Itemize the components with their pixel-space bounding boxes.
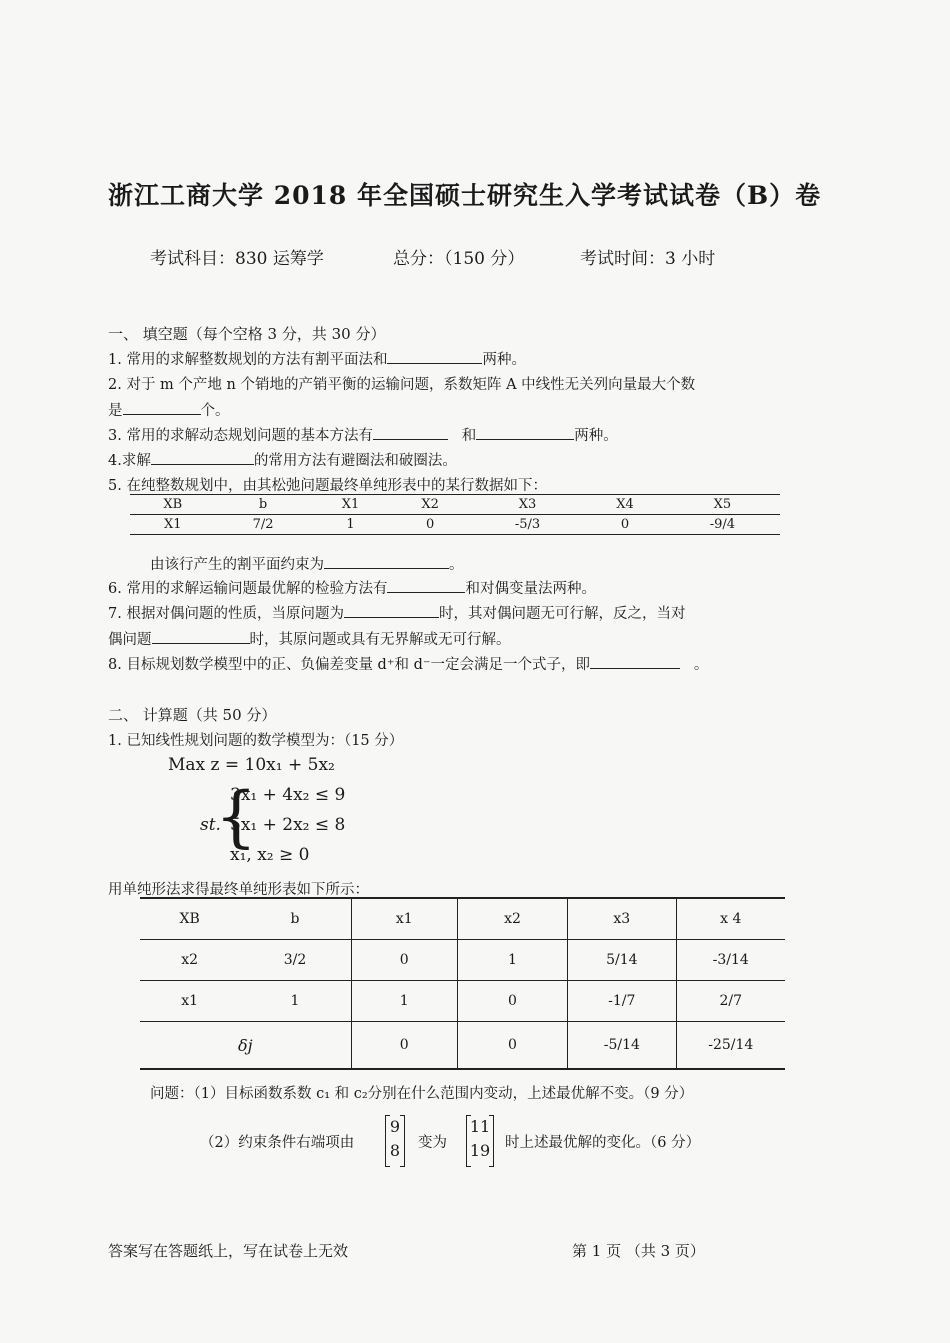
q5-header-cell: X5	[665, 495, 780, 515]
footer-note: 答案写在答题纸上，写在试卷上无效	[108, 1242, 349, 1260]
section2-heading: 二、 计算题（共 50 分）	[108, 706, 277, 724]
simplex-cell: 2/7	[676, 981, 785, 1022]
simplex-cell: -3/14	[676, 940, 785, 981]
question-1-2: 2. 对于 m 个产地 n 个销地的产销平衡的运输问题，系数矩阵 A 中线性无关列向量最大个数	[108, 377, 696, 393]
matrix-entry: 11	[469, 1117, 491, 1136]
simplex-cell: 0	[457, 1022, 567, 1070]
simplex-cell: -25/14	[676, 1022, 785, 1070]
q-text: 1. 常用的求解整数规划的方法有割平面法和	[108, 352, 388, 368]
q-text: 4.求解	[108, 453, 151, 469]
q-text: 由该行产生的割平面约束为	[150, 557, 324, 573]
question-2-1: 1. 已知线性规划问题的数学模型为：（15 分）	[108, 733, 404, 749]
q5-header-cell: XB	[130, 495, 216, 515]
q-text: 。	[693, 657, 709, 673]
q-text: 的常用方法有避圈法和破圈法。	[253, 453, 457, 469]
simplex-row	[140, 981, 785, 1022]
q5-cell: 0	[390, 515, 470, 535]
q5-cell: 7/2	[216, 515, 311, 535]
q-text: 时，其原问题或具有无界解或无可行解。	[249, 632, 511, 648]
q5-cell: -5/3	[470, 515, 585, 535]
simplex-cell: x1	[140, 981, 239, 1022]
q5-header-cell: X2	[390, 495, 470, 515]
question-2-1-part1: 问题：（1）目标函数系数 c₁ 和 c₂分别在什么范围内变动，上述最优解不变。（9 分）	[150, 1086, 694, 1102]
simplex-header-row	[140, 898, 785, 940]
simplex-cell: -5/14	[568, 1022, 676, 1070]
simplex-row	[140, 940, 785, 981]
matrix-entry: 8	[389, 1141, 401, 1160]
constraint-3: x₁, x₂ ≥ 0	[230, 845, 310, 865]
q-text: 两种。	[482, 352, 526, 368]
simplex-cell: 0	[351, 940, 457, 981]
q-text: 是	[108, 403, 123, 419]
delta-label: δj	[140, 1022, 351, 1070]
matrix-entry: 9	[389, 1117, 401, 1136]
st-label: st.	[200, 815, 221, 835]
q-text: 和	[461, 428, 477, 444]
constraint-2: 5x₁ + 2x₂ ≤ 8	[230, 815, 346, 835]
question-1-7-cont	[108, 628, 511, 649]
question-1-1	[108, 348, 526, 369]
question-1-4	[108, 449, 457, 470]
q-text: 6. 常用的求解运输问题最优解的检验方法有	[108, 581, 388, 597]
answer-blank	[324, 554, 449, 569]
answer-blank	[123, 400, 201, 415]
question-2-1-part2-b: 变为	[418, 1135, 447, 1151]
simplex-header-cell: XB	[140, 898, 239, 940]
simplex-delta-row	[140, 1022, 785, 1070]
q-text: 两种。	[574, 428, 618, 444]
constraint-brace: {	[215, 778, 257, 855]
q-text: 个。	[200, 403, 230, 419]
q5-header-cell: X4	[585, 495, 665, 515]
answer-blank	[344, 603, 439, 618]
question-1-8	[108, 653, 708, 674]
answer-blank	[152, 629, 250, 644]
question-2-1-part2-a: （2）约束条件右端项由	[200, 1135, 355, 1151]
q5-header-cell: X3	[470, 495, 585, 515]
q5-cell: -9/4	[665, 515, 780, 535]
simplex-cell: 5/14	[568, 940, 676, 981]
exam-title: 浙江工商大学 2018 年全国硕士研究生入学考试试卷（B）卷	[108, 181, 822, 210]
exam-time: 考试时间：3 小时	[580, 249, 716, 269]
simplex-header-cell: x1	[351, 898, 457, 940]
q5-header-cell: X1	[311, 495, 391, 515]
q-text: 偶问题	[108, 632, 152, 648]
simplex-cell: 3/2	[239, 940, 351, 981]
q-text: 。	[449, 557, 464, 573]
constraint-1: 3x₁ + 4x₂ ≤ 9	[230, 785, 346, 805]
simplex-cell: 1	[457, 940, 567, 981]
q-text: 和对偶变量法两种。	[465, 581, 596, 597]
question-1-3	[108, 424, 618, 445]
simplex-cell: 1	[239, 981, 351, 1022]
bracket-right	[489, 1115, 494, 1167]
answer-blank	[590, 654, 680, 669]
question-1-7	[108, 602, 685, 623]
simplex-cell: 0	[351, 1022, 457, 1070]
section1-heading: 一、 填空题（每个空格 3 分，共 30 分）	[108, 325, 386, 343]
question-1-5-cut	[150, 553, 464, 574]
answer-blank	[387, 578, 465, 593]
answer-blank	[151, 450, 254, 465]
q-text: 时，其对偶问题无可行解，反之，当对	[438, 606, 686, 622]
page-number: 第 1 页 （共 3 页）	[572, 1242, 705, 1260]
q-text: 7. 根据对偶问题的性质，当原问题为	[108, 606, 344, 622]
simplex-table-intro: 用单纯形法求得最终单纯形表如下所示：	[108, 882, 369, 898]
q-text: 3. 常用的求解动态规划问题的基本方法有	[108, 428, 373, 444]
question-1-5: 5. 在纯整数规划中，由其松弛问题最终单纯形表中的某行数据如下：	[108, 478, 547, 494]
question-2-1-part2-c: 时上述最优解的变化。（6 分）	[505, 1135, 701, 1151]
simplex-header-cell: b	[239, 898, 351, 940]
exam-subject: 考试科目：830 运筹学	[150, 249, 324, 269]
question-1-2-cont	[108, 399, 230, 420]
q5-data-row	[130, 515, 780, 535]
q5-header-row	[130, 495, 780, 515]
simplex-cell: -1/7	[568, 981, 676, 1022]
answer-blank	[476, 425, 574, 440]
q5-header-cell: b	[216, 495, 311, 515]
rhs-vector-old	[385, 1115, 405, 1165]
answer-blank	[373, 425, 448, 440]
q5-cell: 0	[585, 515, 665, 535]
q5-table	[130, 494, 780, 535]
q5-cell: X1	[130, 515, 216, 535]
simplex-cell: 1	[351, 981, 457, 1022]
simplex-cell: x2	[140, 940, 239, 981]
simplex-table	[140, 897, 785, 1070]
question-1-6	[108, 577, 596, 598]
q5-cell: 1	[311, 515, 391, 535]
answer-blank	[387, 349, 482, 364]
simplex-header-cell: x2	[457, 898, 567, 940]
q-text: 8. 目标规划数学模型中的正、负偏差变量 d⁺和 d⁻一定会满足一个式子，即	[108, 657, 591, 673]
simplex-header-cell: x 4	[676, 898, 785, 940]
exam-total: 总分：（150 分）	[393, 249, 525, 269]
simplex-header-cell: x3	[568, 898, 676, 940]
bracket-right	[400, 1115, 405, 1167]
matrix-entry: 19	[469, 1141, 491, 1160]
simplex-cell: 0	[457, 981, 567, 1022]
objective-function: Max z = 10x₁ + 5x₂	[168, 755, 335, 775]
rhs-vector-new	[466, 1115, 494, 1165]
